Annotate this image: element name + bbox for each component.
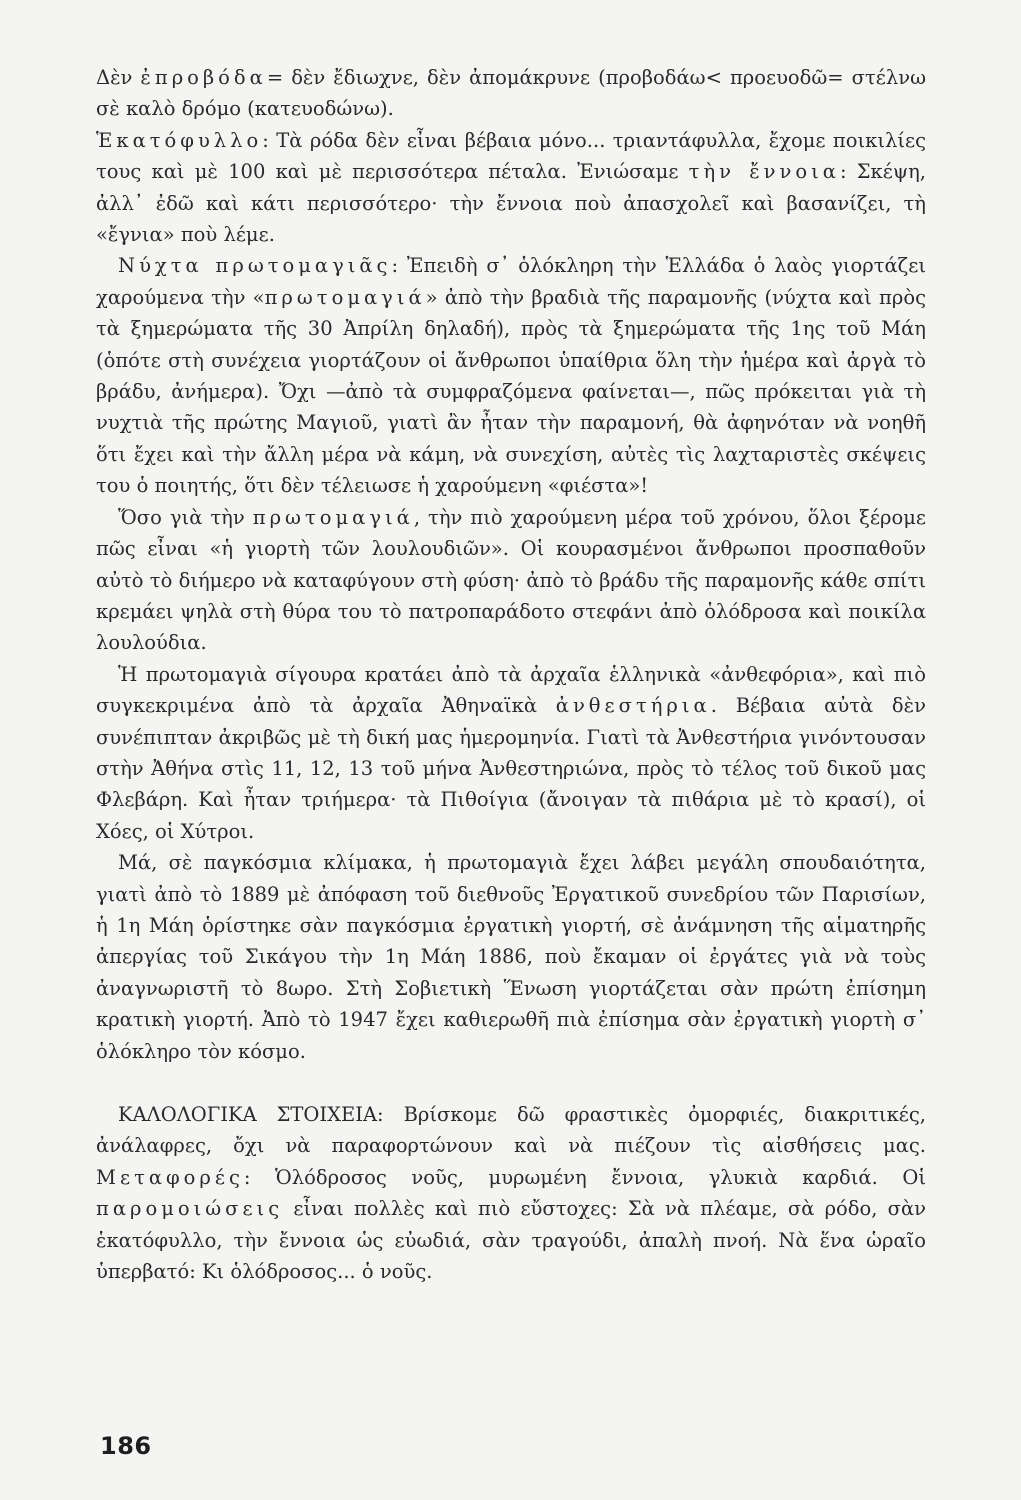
text-run: Ἡ πρωτομαγιὰ σίγουρα κρατάει ἀπὸ τὰ ἀρχαῖα ἑλληνικὰ «ἀνθεφόρια», καὶ πιὸ συγκεκριμένα ἀπὸ τὰ ἀρχαῖα Ἀθηναϊκὰ xyxy=(96,662,926,718)
text-run: Δὲν xyxy=(96,66,141,89)
paragraph xyxy=(96,125,926,251)
spaced-term: ἀνθεστήρια xyxy=(555,694,711,718)
paragraph xyxy=(96,659,926,847)
spaced-term: Μεταφορές xyxy=(96,1165,244,1189)
document-page xyxy=(96,62,926,1442)
spaced-term: παρομοιώσεις xyxy=(96,1197,284,1221)
text-run: » ἀπὸ τὴν βραδιὰ τῆς παραμονῆς (νύχτα καὶ πρὸς τὰ ξημερώματα τῆς 30 Ἀπρίλη δηλαδή), πρὸς τὰ ξημερώματα τῆς 1ης τοῦ Μάη (ὁπότε στὴ συνέχεια γιορτάζουν οἱ ἄνθρωποι ὑπαίθρια ὅλη τὴν ἡμέρα καὶ ἀργὰ τὸ βράδυ, ἀνήμερα). Ὄχι —ἀπὸ τὰ συμφραζόμενα φαίνεται—, πῶς πρόκειται γιὰ τὴ νυχτιὰ τῆς πρώτης Μαγιοῦ, γιατὶ ἂν ἦταν τὴν παραμονή, θὰ ἀφηνόταν νὰ νοηθῆ ὅτι ἔχει καὶ τὴν ἄλλη μέρα νὰ κάμη, νὰ συνεχίση, αὐτὲς τὶς λαχταριστὲς σκέψεις του ὁ ποιητής, ὅτι δὲν τέλειωσε ἡ χαρούμενη «φιέστα»! xyxy=(96,285,927,498)
text-run: = δὲν ἔδιωχνε, δὲν ἀπομάκρυνε (προβοδάω< προευοδῶ= στέλνω σὲ καλὸ δρόμο (κατευοδώνω). xyxy=(96,66,926,121)
text-run: : Ὁλόδροσος νοῦς, μυρωμένη ἔννοια, γλυκιὰ καρδιά. Οἱ xyxy=(243,1165,926,1189)
section-gap xyxy=(96,1067,926,1099)
text-run: . Βέβαια αὐτὰ δὲν συνέπιπταν ἀκριβῶς μὲ τὴ δική μας ἡμερομηνία. Γιατὶ τὰ Ἀνθεστήρια γινόντουσαν στὴν Ἀθήνα στὶς 11, 12, 13 τοῦ μήνα Ἀνθεστηριώνα, πρὸς τὸ τέλος τοῦ δικοῦ μας Φλεβάρη. Καὶ ἦταν τριήμερα· τὰ Πιθοίγια (ἄνοιγαν τὰ πιθάρια μὲ τὸ κρασί), οἱ Χόες, οἱ Χύτροι. xyxy=(96,694,926,843)
text-run: εἶναι πολλὲς καὶ πιὸ εὔστοχες: Σὰ νὰ πλέαμε, σὰ ρόδο, σὰν ἑκατόφυλλο, τὴν ἔννοια ὡς εὐωδιά, σὰν τραγούδι, ἀπαλὴ πνοή. Νὰ ἕνα ὡραῖο ὑπερβατό: Κι ὁλόδροσος... ὁ νοῦς. xyxy=(96,1197,926,1284)
text-run: Ὅσο γιὰ τὴν xyxy=(118,505,253,529)
spaced-term: πρωτομαγιά xyxy=(264,285,426,309)
text-run: : Τὰ ρόδα δὲν εἶναι βέβαια μόνο... τριαντάφυλλα, ἔχομε ποικιλίες τους καὶ μὲ 100 καὶ μὲ περισσότερα πέταλα. Ἐνιώσαμε xyxy=(96,128,926,184)
paragraph xyxy=(96,847,926,1067)
spaced-term: πρωτομαγιά xyxy=(252,505,414,529)
paragraph xyxy=(96,1099,926,1287)
text-run: ΚΑΛΟΛΟΓΙΚΑ ΣΤΟΙΧΕΙΑ: Βρίσκομε δῶ φραστικὲς ὀμορφιές, διακριτικές, ἀνάλαφρες, ὄχι νὰ παραφορτώνουν καὶ νὰ πιέζουν τὶς αἰσθήσεις μας. xyxy=(96,1103,926,1158)
page-number: 186 xyxy=(100,1432,152,1460)
spaced-term: ἐπροβόδα xyxy=(140,66,267,89)
text-run: : Σκέψη, ἀλλ᾽ ἐδῶ καὶ κάτι περισσότερο· τὴν ἔννοια ποὺ ἀπασχολεῖ καὶ βασανίζει, τὴ «ἔγνια» ποὺ λέμε. xyxy=(96,160,926,247)
text-run: Μά, σὲ παγκόσμια κλίμακα, ἡ πρωτομαγιὰ ἔχει λάβει μεγάλη σπουδαιότητα, γιατὶ ἀπὸ τὸ 1889 μὲ ἀπόφαση τοῦ διεθνοῦς Ἐργατικοῦ συνεδρίου τῶν Παρισίων, ἡ 1η Μάη ὁρίστηκε σὰν παγκόσμια ἐργατικὴ γιορτή, σὲ ἀνάμνηση τῆς αἱματηρῆς ἀπεργίας τοῦ Σικάγου τὴν 1η Μάη 1886, ποὺ ἔκαμαν οἱ ἐργάτες γιὰ νὰ τοὺς ἀναγνωριστῆ τὸ 8ωρο. Στὴ Σοβιετικὴ Ἕνωση γιορτάζεται σὰν πρώτη ἐπίσημη κρατικὴ γιορτή. Ἀπὸ τὸ 1947 ἔχει καθιερωθῆ πιὰ ἐπίσημα σὰν ἐργατικὴ γιορτὴ σ᾽ ὁλόκληρο τὸν κόσμο. xyxy=(96,851,926,1063)
paragraph xyxy=(96,62,926,125)
paragraph xyxy=(96,502,926,659)
spaced-term: τὴν ἔννοια xyxy=(688,160,840,184)
spaced-term: Νύχτα πρωτομαγιᾶς xyxy=(118,254,392,278)
paragraph xyxy=(96,250,926,501)
text-run: , τὴν πιὸ χαρούμενη μέρα τοῦ χρόνου, ὅλοι ξέρομε πῶς εἶναι «ἡ γιορτὴ τῶν λουλουδιῶν». Οἱ κουρασμένοι ἄνθρωποι προσπαθοῦν αὐτὸ τὸ διήμερο νὰ καταφύγουν στὴ φύση· ἀπὸ τὸ βράδυ τῆς παραμονῆς κάθε σπίτι κρεμάει ψηλὰ στὴ θύρα του τὸ πατροπαράδοτο στεφάνι ἀπὸ ὁλόδροσα καὶ ποικίλα λουλούδια. xyxy=(96,505,926,655)
spaced-term: Ἑκατόφυλλο xyxy=(96,128,263,152)
text-run: : Ἐπειδὴ σ᾽ ὁλόκληρη τὴν Ἑλλάδα ὁ λαὸς γιορτάζει χαρούμενα τὴν « xyxy=(96,254,926,309)
